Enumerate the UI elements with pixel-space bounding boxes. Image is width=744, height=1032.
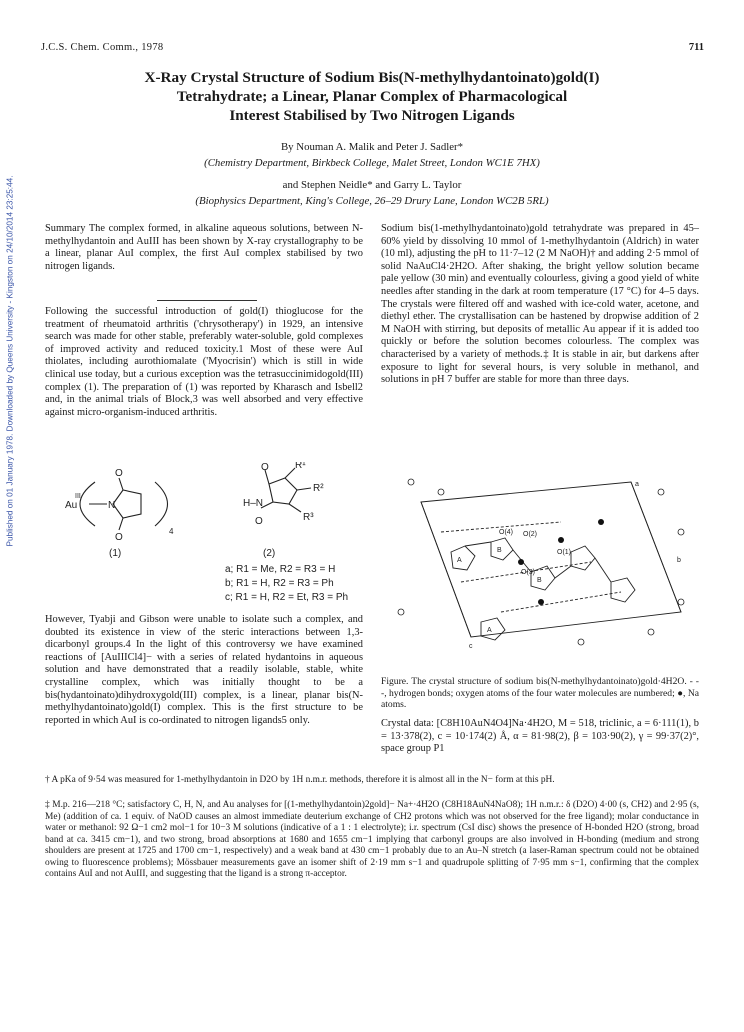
download-watermark[interactable]: Published on 01 January 1978. Downloaded by Queens University - Kingston on 24/10/2014 23:25:44. xyxy=(5,175,15,547)
authors-group-1: By Nouman A. Malik and Peter J. Sadler* xyxy=(280,141,464,153)
axis-a-label: a xyxy=(635,481,639,488)
controversy-text: However, Tyabji and Gibson were unable to isolate such a complex, and doubted its existence in view of the steric interactions between 1,3-dicarbonyl groups.4 In the light of this controversy we have examined reactions of [AuIIICl4]− with a series of related hydantoins in aqueous solution and have demonstrated that a readily isolable, stable, white crystalline complex, which was initially thought to be a bis(hydantoinato)dihydroxygold(III) complex, is a linear, planar bis(N-methylhydantoinato)gold(I) complex. This is the first structure to be reported in which AuI is co-ordinated to nitrogen ligands5 only. xyxy=(45,614,363,726)
label-ring-a-3: A xyxy=(487,627,492,634)
na-atom-2 xyxy=(558,537,564,543)
chemical-structures xyxy=(45,462,363,612)
controversy-paragraph xyxy=(45,614,363,727)
preparation-paragraph xyxy=(381,223,699,387)
r2-label: R² xyxy=(313,483,324,494)
ring-b-1 xyxy=(491,538,513,560)
label-ring-b-1: B xyxy=(497,547,502,554)
ring-a-2 xyxy=(571,546,595,570)
label-o3: O(3) xyxy=(521,569,535,576)
crystal-data xyxy=(381,718,699,756)
figure-caption: Figure. The crystal structure of sodium bis(N-methylhydantoinato)gold·4H2O. - - -, hydrogen bonds; oxygen atoms of the four water molecules are numbered; ●, Na atoms. xyxy=(381,676,699,710)
variant-a: a; R1 = Me, R2 = R3 = H xyxy=(225,564,336,575)
footnote-dagger: † A pKa of 9·54 was measured for 1-methylhydantoin in D2O by 1H n.m.r. methods, therefore it is almost all in the N− form at this pH. xyxy=(45,775,555,785)
hydantoin-ring xyxy=(269,478,297,504)
compound-label-1: (1) xyxy=(109,548,122,559)
journal-header: J.C.S. Chem. Comm., 1978 xyxy=(41,42,164,53)
label-ring-b-2: B xyxy=(537,577,542,584)
n-label-1: N xyxy=(108,500,116,511)
summary-text: Summary The complex formed, in alkaline aqueous solutions, between N-methylhydantoin and AuIII has been shown by X-ray crystallography to be a linear, planar AuI complex, the first AuI complex stabilised by two nitrogen ligands. xyxy=(45,223,363,272)
intro-paragraph xyxy=(45,306,363,419)
crystal-data-text: Crystal data: [C8H10AuN4O4]Na·4H2O, M = 518, triclinic, a = 6·111(1), b = 13·378(2), c = 10·174(2) Å, α = 81·98(2), β = 103·90(2), γ = 99·37(2)°, space group P1 xyxy=(381,718,699,755)
title-line-1: X-Ray Crystal Structure of Sodium Bis(N-methylhydantoinato)gold(I) xyxy=(144,69,600,86)
label-o2: O(2) xyxy=(523,531,537,538)
ring-a-3 xyxy=(481,618,505,640)
subscript-4: 4 xyxy=(169,527,174,536)
preparation-text: Sodium bis(1-methylhydantoinato)gold tetrahydrate was prepared in 45–60% yield by dissolving 10 mmol of 1-methylhydantoin (Aldrich) in water (10 ml), adjusting the pH to 11·7–12 (2 M NaOH)† and adding 2·5 mmol of solid NaAuCl4·2H2O. After shaking, the bright yellow solution became pale yellow (30 min) and eventually colourless, giving a good yield of white needles after standing in the dark at room temperature (17 °C) for 4–5 days. The crystals were filtered off and washed with ice-cold water, acetone, and diethyl ether. The crystallisation can be hastened by dropwise addition of 2 M NaOH with stirring, but deposits of metallic Au appear if it is added too quickly or before the solution becomes colourless. The complex was characterised by a variety of methods.‡ It is stable in air, but darkens after exposure to light for several hours, is very soluble in methanol, and solutions in pH 7 buffer are stable for more than three days. xyxy=(381,223,699,386)
compound-label-2: (2) xyxy=(263,548,276,559)
structure-drawings xyxy=(45,462,363,612)
affiliation-2: (Biophysics Department, King's College, 26–29 Drury Lane, London WC2B 5RL) xyxy=(195,195,549,207)
page-number: 711 xyxy=(688,42,704,53)
crystal-structure-figure xyxy=(381,462,699,672)
bracket-right xyxy=(155,482,168,526)
na-atom-1 xyxy=(518,559,524,565)
o-label-3: O xyxy=(261,462,269,473)
variant-b: b; R1 = H, R2 = R3 = Ph xyxy=(225,578,334,589)
footnote-double-dagger: ‡ M.p. 216—218 °C; satisfactory C, H, N, and Au analyses for [(1-methylhydantoin)2gold]− Na+·4H2O (C8H18AuN4NaO8); 1H n.m.r.: δ (D2O) 4·00 (s, CH2) and 2·95 (s, Me) (addition of ca. 1 equiv. of NaOD causes an almost immediate deuterium exchange of CH2 protons which was not observed for the free ligand); molar conductance in water or methanol: 92 Ω−1 cm2 mol−1 for 10−3 M solutions (indicative of a 1 : 1 electrolyte); i.r. spectrum (CsI disc) shows the presence of H-bonded H2O (strong, broad band at ca. 3415 cm−1), and two strong, broad absorptions at 1680 and 1655 cm−1 implying that carbonyl groups are also involved in H-bonding (medium and strong shoulders are present at 1725 and 1700 cm−1, respectively) and a weak band at 430 cm−1 probably due to an Au–N stretch (a laser-Raman spectrum could not be obtained owing to fluorescence problems); Mössbauer measurements gave an isomer shift of 2·19 mm s−1 and quadrupole splitting of 7·95 mm s−1, confirming that the complex contains AuI and not AuIII, and suggesting that the ligand is a strong π-acceptor. xyxy=(45,800,699,879)
summary xyxy=(45,223,363,273)
ring-b-3 xyxy=(611,578,635,602)
o-label-1: O xyxy=(115,468,123,479)
r3-label: R³ xyxy=(303,512,314,523)
ring-a-1 xyxy=(451,546,475,570)
label-ring-a-1: A xyxy=(457,557,462,564)
affiliation-1: (Chemistry Department, Birkbeck College, Malet Street, London WC1E 7HX) xyxy=(204,157,540,169)
succinimide-ring xyxy=(113,490,141,518)
title-line-2: Tetrahydrate; a Linear, Planar Complex of Pharmacological xyxy=(176,88,568,105)
article-title xyxy=(60,68,684,125)
o-label-4: O xyxy=(255,516,263,527)
na-atom-4 xyxy=(598,519,604,525)
crystal-packing-diagram xyxy=(381,462,699,672)
section-divider xyxy=(157,300,257,301)
hbond-3 xyxy=(501,592,621,612)
variant-c: c; R1 = H, R2 = Et, R3 = Ph xyxy=(225,592,349,603)
label-o4: O(4) xyxy=(499,529,513,536)
r1-label: R¹ xyxy=(295,462,306,471)
authors-group-2: and Stephen Neidle* and Garry L. Taylor xyxy=(282,179,462,191)
o-label-2: O xyxy=(115,532,123,543)
label-o1: O(1) xyxy=(557,549,571,556)
au-oxidation-state: III xyxy=(75,493,81,500)
title-line-3: Interest Stabilised by Two Nitrogen Ligands xyxy=(229,107,515,124)
au-label: Au xyxy=(65,500,78,511)
axis-c-label: c xyxy=(469,643,473,650)
intro-text: Following the successful introduction of gold(I) thioglucose for the treatment of rheumatoid arthritis ('chrysotherapy') in 1929, an intensive search was made for other stable, preferably water-soluble, gold complexes of improved activity and reduced toxicity.1 Most of these were AuI thiolates, including aurothiomalate ('Myocrisin') which is still in wide clinical use today, but a curious exception was the tetrasuccinimidogold(III) complex (1). The preparation of (1) was reported by Kharasch and Isbell2 and, in the animal trials of Block,3 was well absorbed and very effective against micro-organism-induced arthritis. xyxy=(45,306,363,418)
h-n-label: H–N xyxy=(243,498,264,509)
na-atom-3 xyxy=(538,599,544,605)
axis-b-label: b xyxy=(677,557,681,564)
